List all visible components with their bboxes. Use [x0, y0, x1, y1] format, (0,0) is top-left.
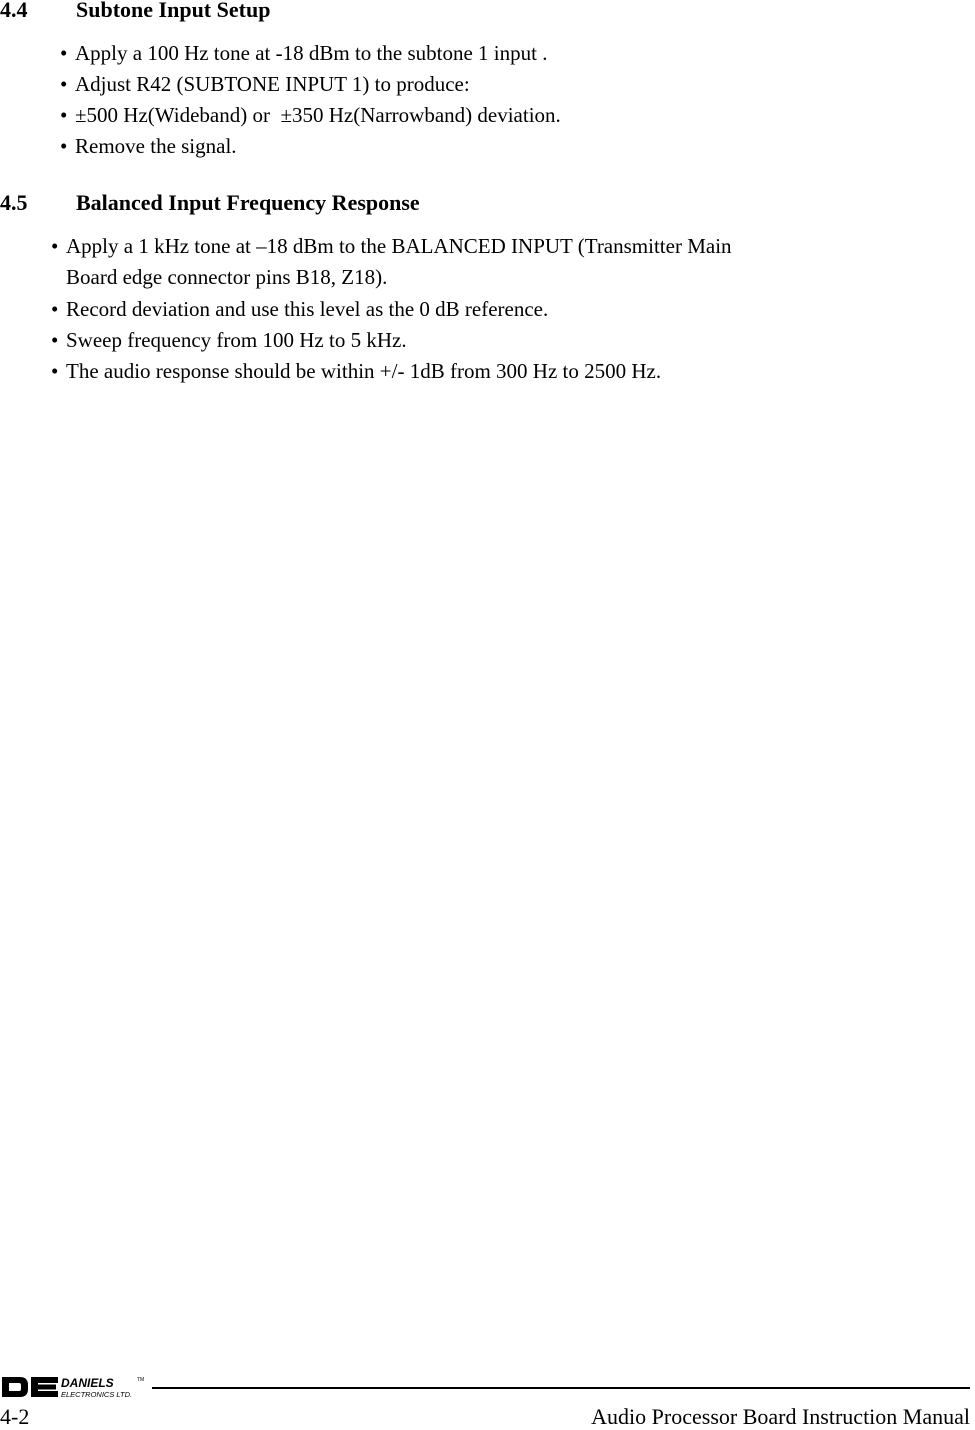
- bullet-glyph: •: [51, 359, 59, 383]
- list-item-text: Apply a 1 kHz tone at –18 dBm to the BALANCED INPUT (Transmitter Main: [66, 234, 732, 258]
- bullet-glyph: •: [51, 297, 59, 321]
- section-number: 4.5: [0, 190, 28, 215]
- list-item-text: Apply a 100 Hz tone at -18 dBm to the subtone 1 input .: [75, 41, 548, 65]
- list-item-continuation: [66, 264, 387, 290]
- section-heading-4-4: [0, 0, 270, 23]
- de-mark-icon: [2, 1377, 58, 1397]
- bullet-glyph: •: [60, 103, 68, 127]
- list-item: [60, 71, 470, 97]
- list-item: [60, 102, 561, 128]
- list-item: [51, 327, 407, 353]
- daniels-electronics-logo: [0, 1374, 150, 1400]
- logo-tm: TM: [137, 1377, 145, 1383]
- footer-divider: [152, 1387, 970, 1389]
- manual-title: Audio Processor Board Instruction Manual: [591, 1404, 970, 1429]
- section-number: 4.4: [0, 0, 28, 22]
- logo-name: DANIELS: [61, 1376, 114, 1390]
- list-item-text: Record deviation and use this level as the 0 dB reference.: [66, 297, 549, 321]
- logo-subtitle: ELECTRONICS LTD.: [61, 1390, 133, 1399]
- section-heading-4-5: [0, 190, 420, 216]
- page-number: 4-2: [0, 1404, 30, 1429]
- list-item-text: Remove the signal.: [75, 134, 237, 158]
- list-item-text: Board edge connector pins B18, Z18).: [66, 265, 388, 289]
- list-item-text: Adjust R42 (SUBTONE INPUT 1) to produce:: [75, 72, 470, 96]
- list-item: [51, 296, 548, 322]
- list-item: [51, 233, 732, 259]
- list-item-text: Sweep frequency from 100 Hz to 5 kHz.: [66, 328, 407, 352]
- bullet-glyph: •: [60, 72, 68, 96]
- bullet-glyph: •: [51, 234, 59, 258]
- bullet-glyph: •: [60, 41, 68, 65]
- list-item: [51, 358, 661, 384]
- section-title: Subtone Input Setup: [76, 0, 271, 22]
- bullet-glyph: •: [60, 134, 68, 158]
- list-item: [60, 40, 547, 66]
- bullet-glyph: •: [51, 328, 59, 352]
- list-item: [60, 133, 237, 159]
- section-title: Balanced Input Frequency Response: [76, 190, 420, 215]
- list-item-text: ±500 Hz(Wideband) or ±350 Hz(Narrowband) deviation.: [75, 103, 561, 127]
- list-item-text: The audio response should be within +/- 1dB from 300 Hz to 2500 Hz.: [66, 359, 662, 383]
